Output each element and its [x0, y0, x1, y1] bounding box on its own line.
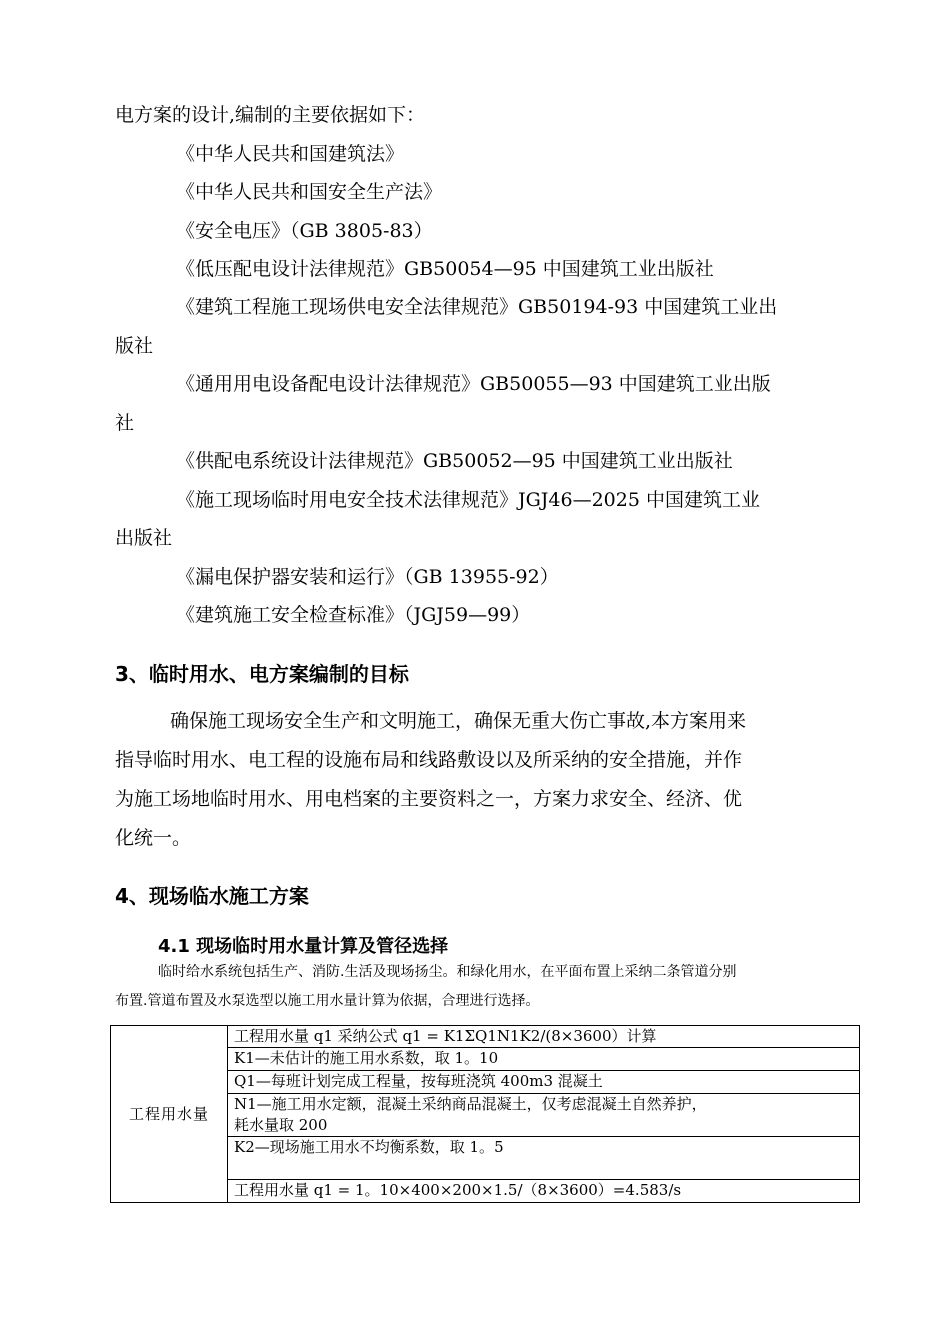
- table-cell-line: 耗水量取 200: [234, 1116, 328, 1134]
- section-description: 布置.管道布置及水泵选型以施工用水量计算为依据，合理进行选择。: [115, 993, 540, 1009]
- paragraph-line: 化统一。: [115, 827, 192, 849]
- table-cell: Q1—每班计划完成工程量，按每班浇筑 400m3 混凝土: [228, 1071, 860, 1094]
- reference-item-continued: 社: [115, 412, 135, 434]
- reference-item: 《建筑工程施工现场供电安全法律规范》GB50194-93 中国建筑工业出: [176, 296, 778, 318]
- section-4-heading: 4、现场临水施工方案: [115, 884, 309, 908]
- table-cell: 工程用水量 q1 = 1。10×400×200×1.5/（8×3600）=4.583/s: [228, 1180, 860, 1203]
- table-cell-line: N1—施工用水定额，混凝土采纳商品混凝土，仅考虑混凝土自然养护，: [234, 1095, 707, 1113]
- section-description: 临时给水系统包括生产、消防.生活及现场扬尘。和绿化用水，在平面布置上采纳二条管道分别: [158, 964, 737, 980]
- paragraph-line: 为施工场地临时用水、用电档案的主要资料之一，方案力求安全、经济、优: [115, 788, 743, 810]
- reference-item: 《建筑施工安全检查标准》（JGJ59—99）: [176, 604, 531, 626]
- reference-item: 《漏电保护器安装和运行》（GB 13955-92）: [176, 566, 559, 588]
- intro-text: 电方案的设计,编制的主要依据如下：: [115, 104, 426, 126]
- paragraph-line: 指导临时用水、电工程的设施布局和线路敷设以及所采纳的安全措施，并作: [115, 749, 743, 771]
- reference-item: 《通用用电设备配电设计法律规范》GB50055—93 中国建筑工业出版: [176, 373, 771, 395]
- reference-item: 《低压配电设计法律规范》GB50054—95 中国建筑工业出版社: [176, 258, 714, 280]
- water-usage-table: [110, 1025, 860, 1203]
- reference-item-continued: 版社: [115, 335, 154, 357]
- section-4-1-heading: 4.1 现场临时用水量计算及管径选择: [158, 936, 449, 957]
- reference-item: 《中华人民共和国建筑法》: [176, 143, 405, 165]
- table-cell: 工程用水量 q1 采纳公式 q1 = K1ΣQ1N1K2/(8×3600）计算: [228, 1026, 860, 1048]
- paragraph-line: 确保施工现场安全生产和文明施工，确保无重大伤亡事故,本方案用来: [170, 710, 747, 732]
- reference-item-continued: 出版社: [115, 527, 173, 549]
- reference-item: 《中华人民共和国安全生产法》: [176, 181, 443, 203]
- table-cell: [228, 1094, 860, 1137]
- section-3-heading: 3、临时用水、电方案编制的目标: [115, 662, 409, 686]
- reference-item: 《供配电系统设计法律规范》GB50052—95 中国建筑工业出版社: [176, 450, 733, 472]
- table-cell: K2—现场施工用水不均衡系数，取 1。5: [228, 1137, 860, 1180]
- table-cell: K1—未估计的施工用水系数，取 1。10: [228, 1048, 860, 1071]
- reference-item: 《安全电压》（GB 3805-83）: [176, 220, 433, 242]
- reference-item: 《施工现场临时用电安全技术法律规范》JGJ46—2025 中国建筑工业: [176, 489, 760, 511]
- table-row-label: 工程用水量: [111, 1026, 228, 1203]
